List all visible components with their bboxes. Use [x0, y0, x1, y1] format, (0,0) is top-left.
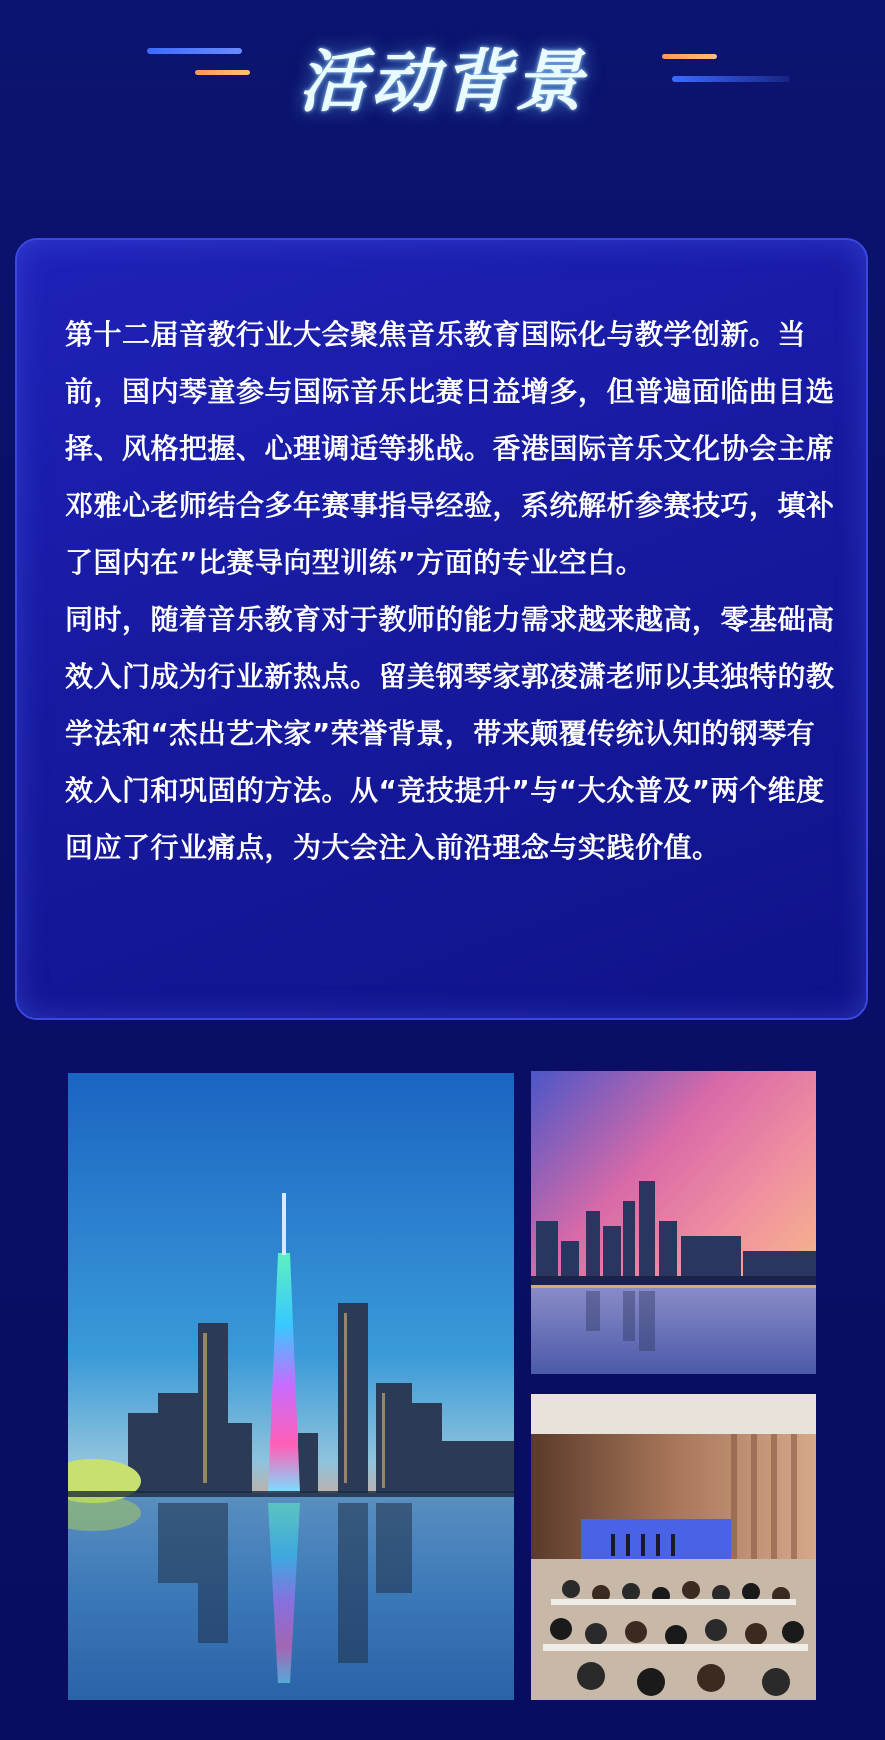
canton-tower-photo-image [68, 1073, 514, 1700]
sunset-skyline-photo-image [531, 1071, 816, 1374]
section-header [0, 18, 885, 128]
section-title: 活动背景 [298, 43, 587, 122]
paragraph-2: 同时，随着音乐教育对于教师的能力需求越来越高，零基础高效入门成为行业新热点。留美钢琴家郭凌潇老师以其独特的教学法和“杰出艺术家”荣誉背景，带来颠覆传统认知的钢琴有效入门和巩固的方法。从“竞技提升”与“大众普及”两个维度回应了行业痛点，为大会注入前沿理念与实践价值。 [65, 603, 835, 864]
conference-hall-photo-image [531, 1394, 816, 1700]
canton-tower-photo [68, 1073, 514, 1700]
background-text [65, 306, 835, 876]
background-card [15, 238, 868, 1020]
sunset-skyline-photo [531, 1071, 816, 1374]
conference-hall-photo [531, 1394, 816, 1700]
paragraph-1: 第十二届音教行业大会聚焦音乐教育国际化与教学创新。当前，国内琴童参与国际音乐比赛日益增多，但普遍面临曲目选择、风格把握、心理调适等挑战。香港国际音乐文化协会主席邓雅心老师结合多年赛事指导经验，系统解析参赛技巧，填补了国内在”比赛导向型训练”方面的专业空白。 [65, 318, 835, 579]
